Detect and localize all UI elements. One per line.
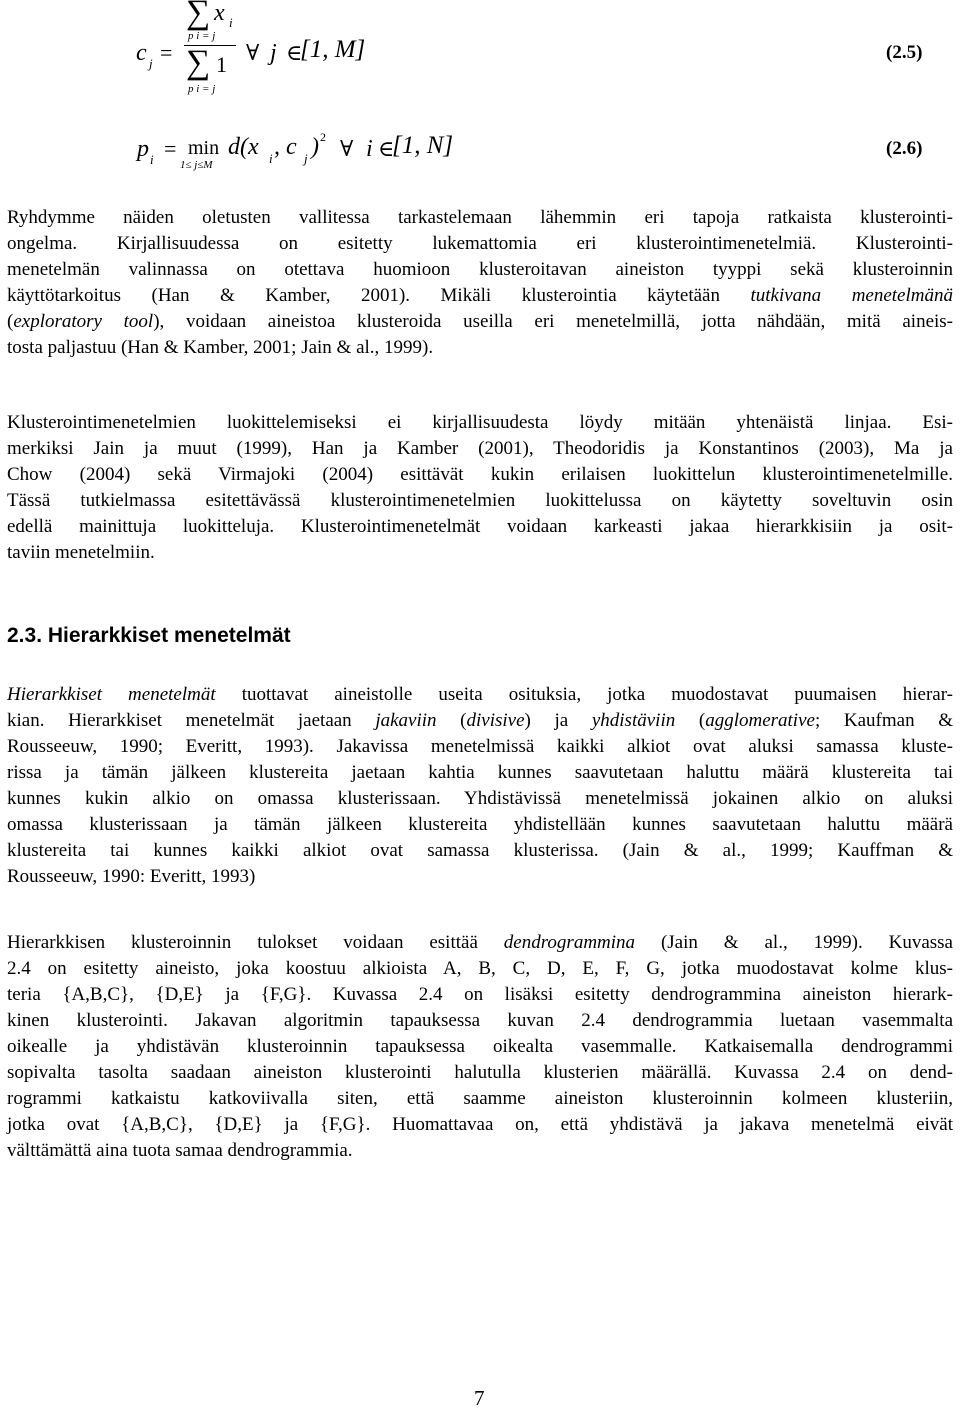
paragraph-hierarchical xyxy=(7,682,953,890)
italic-term: yhdistäviin xyxy=(591,710,676,731)
eq26-power: 2 xyxy=(320,130,326,144)
eq25-equals: = xyxy=(160,40,173,65)
eq25-numerator-sub: i xyxy=(229,15,233,30)
eq26-forall: ∀ xyxy=(340,136,354,161)
italic-term: exploratory tool xyxy=(13,311,154,332)
text-line: klustereita tai kunnes kaikki alkiot ovat samassa klusterissa. (Jain & al., 1999; Kauffman & xyxy=(7,840,953,861)
italic-term: dendrogrammina xyxy=(503,932,636,953)
text-line: Klusterointimenetelmien luokittelemiseksi ei kirjallisuudesta löydy mitään yhtenäistä linjaa. Esi- xyxy=(7,412,953,433)
eq26-lhs: p xyxy=(137,136,149,162)
text-run: ( xyxy=(675,710,706,731)
italic-term: tutkivana menetelmänä xyxy=(750,285,953,306)
text-run: ; Kaufman & xyxy=(814,710,953,731)
text-line: jotka ovat {A,B,C}, {D,E} ja {F,G}. Huomattavaa on, että yhdistävä ja jakava menetelmä eivät xyxy=(7,1114,953,1135)
text-line: 2.4 on esitetty aineisto, joka koostuu alkioista A, B, C, D, E, F, G, jotka muodostavat kolme klus- xyxy=(7,958,953,979)
eq25-sum-top: ∑ xyxy=(186,0,211,31)
eq26-body: d(x xyxy=(228,134,259,160)
text-line: rissa ja tämän jälkeen klustereita jaetaan kahtia kunnes saavutetaan haluttu määrä klustereita tai xyxy=(7,762,953,783)
text-line: sopivalta tasolta saadaan aineiston klusterointi halutulla klusterien määrällä. Kuvassa 2.4 on dend- xyxy=(7,1062,953,1083)
text-run: (Jain & al., 1999). Kuvassa xyxy=(635,932,953,953)
text-line: menetelmän valinnassa on otettava huomioon klusteroitavan aineiston tyyppi sekä klusteroinnin xyxy=(7,259,953,280)
eq25-denominator-term: 1 xyxy=(216,52,227,77)
eq25-forall: ∀ xyxy=(246,40,260,65)
text-line xyxy=(7,930,953,956)
eq26-number: (2.6) xyxy=(886,138,923,159)
text-line: omassa klusterissaan ja tämän jälkeen klustereita yhdistellään kunnes saavutetaan haluttu määrä xyxy=(7,814,953,835)
text-line: edellä mainittuja luokitteluja. Klusterointimenetelmät voidaan karkeasti jakaa hierarkkisiin ja osit- xyxy=(7,516,953,537)
text-line: Rousseeuw, 1990: Everitt, 1993) xyxy=(7,866,256,887)
text-line: kinen klusterointi. Jakavan algoritmin tapauksessa kuvan 2.4 dendrogrammia luetaan vasemmalta xyxy=(7,1010,953,1031)
page-number: 7 xyxy=(474,1386,485,1410)
text-line xyxy=(7,708,953,734)
italic-term: divisive xyxy=(466,710,525,731)
text-line: Chow (2004) sekä Virmajoki (2004) esittävät kukin erilaisen luokittelun klusterointimenetelmille. xyxy=(7,464,953,485)
text-line: kunnes kukin alkio on omassa klusterissaan. Yhdistävissä menetelmissä jokainen alkio on aluksi xyxy=(7,788,953,809)
text-run: tuottavat aineistolle useita osituksia, jotka muodostavat puumaisen hierar- xyxy=(215,684,953,705)
paragraph-dendrogram xyxy=(7,930,953,1164)
text-line: ongelma. Kirjallisuudessa on esitetty lukemattomia eri klusterointimenetelmiä. Klusterointi- xyxy=(7,233,953,254)
eq26-body-sub2: j xyxy=(304,151,308,166)
eq26-in: ∈ xyxy=(378,136,395,161)
eq26-range: [1, N] xyxy=(392,132,454,159)
italic-term: Hierarkkiset menetelmät xyxy=(7,684,216,705)
eq25-in: ∈ xyxy=(286,40,303,65)
eq26-min: min xyxy=(188,137,220,159)
eq26-body-mid: , c xyxy=(274,134,297,160)
eq25-sum-bottom: ∑ xyxy=(186,44,211,81)
text-run: käyttötarkoitus (Han & Kamber, 2001). Mikäli klusterointia käytetään xyxy=(7,285,751,306)
eq25-denominator-cond: p i = j xyxy=(188,83,216,95)
text-line: rogrammi katkaistu katkoviivalla siten, että saamme aineiston klusteroinnin kolmeen klusteriin, xyxy=(7,1088,953,1109)
eq25-numerator-cond: p i = j xyxy=(188,30,216,42)
eq26-lhs-sub: i xyxy=(150,152,154,167)
eq26-body-end: ) xyxy=(311,134,319,160)
italic-term: agglomerative xyxy=(705,710,815,731)
paragraph-classification xyxy=(7,410,953,566)
text-line xyxy=(7,283,953,309)
text-line: oikealle ja yhdistävän klusteroinnin tapauksessa oikealta vasemmalle. Katkaisemalla dendrogrammi xyxy=(7,1036,953,1057)
text-line xyxy=(7,682,953,708)
eq25-range: [1, M] xyxy=(300,36,366,63)
text-line: tosta paljastuu (Han & Kamber, 2001; Jain & al., 1999). xyxy=(7,337,434,358)
text-line: Ryhdymme näiden oletusten vallitessa tarkastelemaan lähemmin eri tapoja ratkaista klusterointi- xyxy=(7,207,953,228)
eq26-var: i xyxy=(366,136,373,162)
eq26-equals: = xyxy=(164,136,177,161)
eq25-number: (2.5) xyxy=(886,42,923,63)
text-line: Tässä tutkielmassa esitettävässä klusterointimenetelmien luokittelussa on käytetty soveltuvin osin xyxy=(7,490,953,511)
text-run: ( xyxy=(436,710,467,731)
eq26-min-sub: 1≤ j≤M xyxy=(180,159,213,171)
italic-term: jakaviin xyxy=(375,710,437,731)
eq25-lhs: c xyxy=(136,40,147,66)
text-run: Hierarkkisen klusteroinnin tulokset voidaan esittää xyxy=(7,932,504,953)
text-run: ( xyxy=(7,311,14,332)
eq26-body-sub1: i xyxy=(269,151,273,166)
text-line xyxy=(7,309,953,335)
text-run: ) ja xyxy=(524,710,592,731)
text-line: teria {A,B,C}, {D,E} ja {F,G}. Kuvassa 2.4 on lisäksi esitetty dendrogrammina aineiston hierark- xyxy=(7,984,953,1005)
eq25-lhs-sub: j xyxy=(149,56,153,71)
text-run: kian. Hierarkkiset menetelmät jaetaan xyxy=(7,710,376,731)
text-line: välttämättä aina tuota samaa dendrogrammia. xyxy=(7,1140,353,1161)
text-line: merkiksi Jain ja muut (1999), Han ja Kamber (2001), Theodoridis ja Konstantinos (2003), Ma ja xyxy=(7,438,953,459)
eq25-numerator-term: x xyxy=(214,0,225,26)
text-run: ), voidaan aineistoa klusteroida useilla eri menetelmillä, jotta nähdään, mitä aineis- xyxy=(153,311,954,332)
paragraph-intro xyxy=(7,205,953,361)
text-line: Rousseeuw, 1990; Everitt, 1993). Jakavissa menetelmissä kaikki alkiot ovat aluksi samassa kluste- xyxy=(7,736,953,757)
section-heading: 2.3. Hierarkkiset menetelmät xyxy=(7,624,291,647)
text-line: taviin menetelmiin. xyxy=(7,542,155,563)
eq25-var: j xyxy=(270,40,277,66)
